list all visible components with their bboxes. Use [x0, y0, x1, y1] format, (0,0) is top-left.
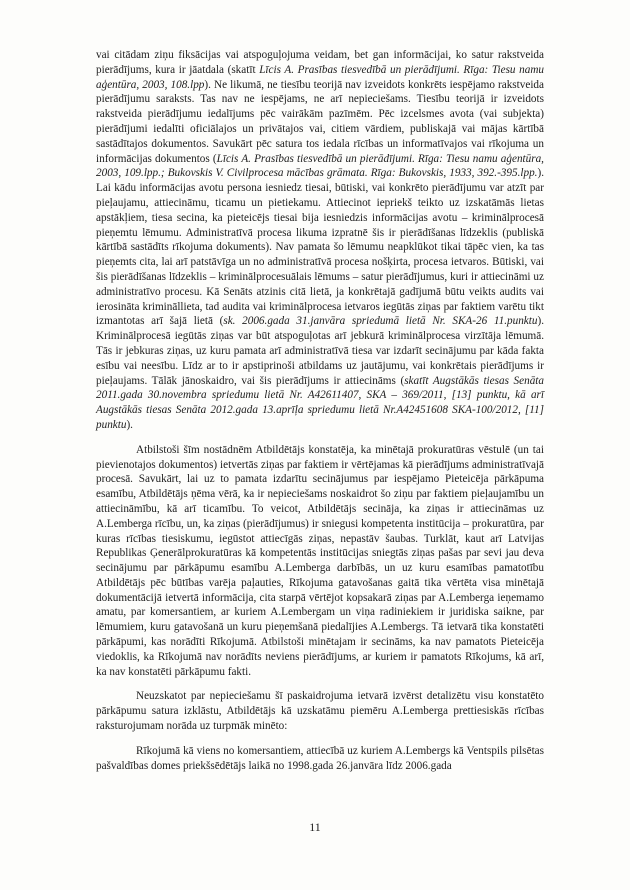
page-number: 11 — [309, 820, 321, 834]
document-body — [96, 48, 544, 773]
body-text: Rīkojumā kā viens no komersantiem, attiecībā uz kuriem A.Lembergs kā Ventspils pilsētas pašvaldības domes priekšsēdētājs laikā no 1998.gada 26.janvāra līdz 2006.gada — [96, 744, 544, 772]
body-text: ). — [126, 418, 133, 431]
paragraph-example-intro — [96, 689, 544, 733]
body-text: Atbilstoši šīm nostādnēm Atbildētājs konstatēja, ka minētajā prokuratūras vēstulē (un tai pievienotajos dokumentos) ietvertās ziņas par faktiem ir vērtējamas kā pierādījums administratīvajā procesā. Savukārt, lai uz to pamata izdarītu secinājumus par iespējamo Pieteicēja pārkāpuma esamību, Atbildētājs ņēma vērā, ka ir nepieciešams noskaidrot šo ziņu par faktiem pieļaujamību un attiecināmību, kā arī ticamību. To veicot, Atbildētājs secināja, ka ziņas ir attiecināmas uz A.Lemberga rīcību, un, ka ziņas (pierādījumus) ir sniegusi kompetenta institūcija – prokuratūra, par kuras rīcības tiesiskumu, iegūstot attiecīgās ziņas, nepastāv šaubas. Turklāt, kaut arī Latvijas Republikas Ģenerālprokuratūras kā kompetentās institūcijas sniegtās ziņas pašas par sevi jau deva secinājumu par pārkāpumu esamību A.Lemberga darbībās, un uz kuru esamības pamatotību Atbildētājs pēc būtības varēja paļauties, Rīkojuma gatavošanas gaitā tika vērtēta visa minētajā dokumentācijā ietvertā informācija, cita starpā vērtējot kopsakarā ziņas par A.Lemberga ieņemamo amatu, par komersantiem, ar kuriem A.Lembergam un viņa radiniekiem ir juridiska saikne, par lēmumiem, kuru gatavošanā un kuru pieņemšanā piedalījies A.Lembergs. Tā ietvarā tika konstatēti pārkāpumi, kas norādīti Rīkojumā. Atbilstoši minētajam ir secināms, ka nav pamatots Pieteicēja viedoklis, ka Rīkojumā nav norādīts neviens pierādījums, ar kuriem ir pamatots Rīkojums, kā arī, ka nav konstatēti pārkāpumu fakti. — [96, 443, 544, 678]
citation-text: Līcis A. Prasības tiesvedībā un pierādījumi. Rīga: Tiesu namu aģentūra, 2003, 109.lpp.; Bukovskis V. Civilprocesa mācības grāmata. Rīga: Bukovskis, 1933, 392.-395.lpp. — [96, 152, 544, 180]
body-text: ). Lai kādu informācijas avotu persona iesniedz tiesai, būtiski, vai konkrēto pierādījumu var atzīt par pieļaujamu, attiecināmu, ticamu un pietiekamu. Attiecinot iepriekš teikto uz izskatāmās lietas apstākļiem, tiesa secina, ka pieteicējs tiesai bija iesniedzis informācijas avotu – kriminālprocesā pieņemtu lēmumu. Administratīvā procesa likuma izpratnē šis ir pierādīšanas līdzeklis (publiskā kārtībā sastādīts rīkojuma dokuments). Nav pamata šo lēmumu neapklūkot tikai tāpēc vien, ka tas pieņemts cita, lai arī patstāvīga un no administratīvā procesa nošķirta, procesa ietvaros. Būtiski, vai šis pierādīšanas līdzeklis – kriminālprocesuālais lēmums – satur pierādījumus, kuri ir attiecināmi uz administratīvo procesu. Kā Senāts atzinis citā lietā, ja konkrētajā gadījumā būtu veikts audits vai ierosināta krimināllieta, tad audita vai kriminālprocesa ietvaros iegūtās ziņas par faktiem varētu tikt izmantotas arī šajā lietā ( — [96, 167, 544, 328]
body-text: vai citādam ziņu fiksācijas vai atspoguļojuma veidam, bet gan informācijai, ko satur rakstveida pierādījums, kura ir jāatdala (skatīt — [96, 49, 544, 76]
body-text: Neuzskatot par nepieciešamu šī paskaidrojuma ietvarā izvērst detalizētu visu konstatēto pārkāpumu satura izklāstu, Atbildētājs kā uzskatāmu piemēru A.Lemberga prettiesiskās rīcības raksturojumam norāda uz turpmāk minēto: — [96, 690, 544, 733]
citation-text: skatīt Augstākās tiesas Senāta 2011.gada 30.novembra spriedumu lietā Nr. A42611407, SKA – 369/2011, [13] punktu, kā arī Augstākās tiesas Senāta 2012.gada 13.aprīļa spriedumu lietā Nr.A42451608 SKA-100/2012, [11] punktu — [96, 374, 544, 431]
body-text: ). Kriminālprocesā iegūtās ziņas var būt atspoguļotas arī jebkurā kriminālprocesa virzītāja lēmumā. Tās ir jebkuras ziņas, uz kuru pamata arī administratīvā tiesa var izdarīt secinājumu par kāda fakta esību vai neesību. Līdz ar to ir apstiprinoši atbildams uz jautājumu, vai konkrētais pierādījums ir pieļaujams. Tālāk jānoskaidro, vai šis pierādījums ir attiecināms ( — [96, 315, 544, 387]
body-text: ). Ne likumā, ne tiesību teorijā nav izveidots konkrēts iespējamo rakstveida pierādījumu saraksts. Tas nav ne iespējams, ne arī nepieciešams. Tiesību teorijā ir izveidots rakstveida pierādījumu iedalījums pēc vairākām pazīmēm. Pēc izcelsmes avota (vai subjekta) pierādījumi iedalīti oficiālajos un privātajos vai, citiem vārdiem, publiskajā vai mājas kārtībā sastādītajos dokumentos. Savukārt pēc satura tos iedala rīcības un informatīvajos vai rīkojuma un informācijas dokumentos ( — [96, 78, 544, 165]
paragraph-order-continuation — [96, 744, 544, 774]
paragraph-defendant-findings — [96, 443, 544, 680]
citation-text: sk. 2006.gada 31.janvāra spriedumā lietā Nr. SKA-26 11.punktu — [223, 315, 538, 328]
paragraph-evidence-theory — [96, 48, 544, 433]
citation-text: Līcis A. Prasības tiesvedībā un pierādījumi. Rīga: Tiesu namu aģentūra, 2003, 108.lpp — [96, 63, 545, 91]
